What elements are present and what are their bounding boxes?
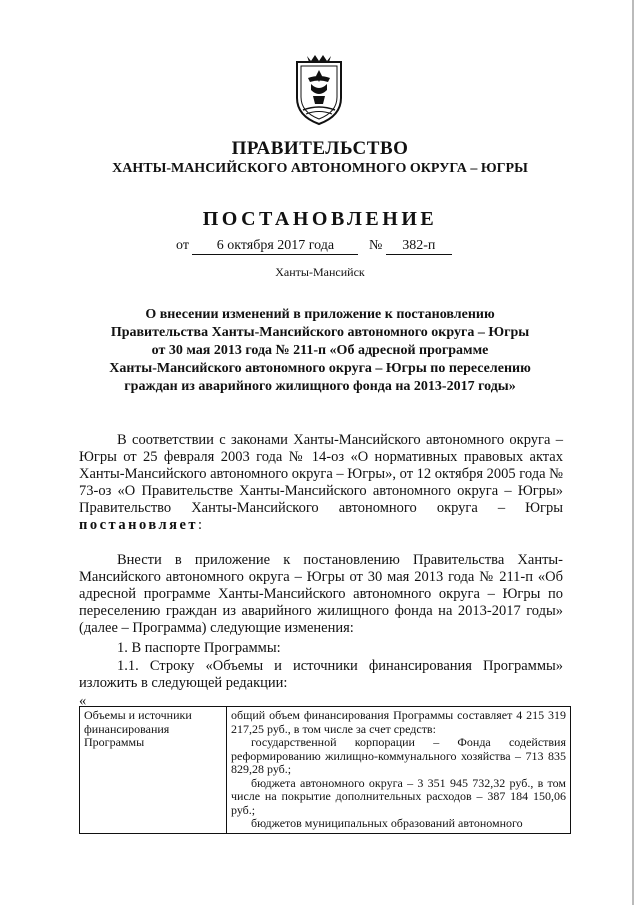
subject-line: от 30 мая 2013 года № 211-п «Об адресной программе: [151, 343, 489, 358]
date-line: [176, 238, 452, 255]
table-value-line: бюджетов муниципальных образований автономного: [251, 816, 523, 830]
government-title: ПРАВИТЕЛЬСТВО: [231, 138, 409, 159]
region-title: ХАНТЫ-МАНСИЙСКОГО АВТОНОМНОГО ОКРУГА – ЮГРЫ: [112, 161, 528, 176]
main-paragraph: [79, 552, 563, 637]
document-city: Ханты-Мансийск: [275, 265, 365, 279]
table-value-line: общий объем финансирования Программы составляет 4 215 319 217,25 руб., в том числе за счет средств:: [231, 708, 566, 736]
table-label-cell: Объемы и источники финансирования Программы: [80, 707, 227, 834]
item-1-1-text: 1.1. Строку «Объемы и источники финансирования Программы» изложить в следующей редакции:: [79, 658, 563, 691]
document-subject: [60, 306, 580, 396]
main-text: Внести в приложение к постановлению Правительства Ханты-Мансийского автономного округа – Югры от 30 мая 2013 года № 211-п «Об адресной программе Ханты-Мансийского автономного округа – Югры по переселению граждан из аварийного жилищного фонда на 2013-2017 годы» (далее – Программа) следующие изменения:: [79, 552, 563, 636]
resolve-colon: :: [198, 517, 203, 533]
item-1: 1. В паспорте Программы:: [117, 640, 281, 656]
page-edge-line: [632, 0, 634, 905]
preamble-text: В соответствии с законами Ханты-Мансийского автономного округа – Югры от 25 февраля 2003 года № 14-оз «О нормативных правовых актах Ханты-Мансийского автономного округа – Югры», от 12 октября 2005 года № 73-оз «О Правительстве Ханты-Мансийского автономного округа – Югры» Правительство Ханты-Мансийского автономного округа – Югры: [79, 432, 563, 516]
opening-quote: «: [79, 693, 87, 709]
document-date: 6 октября 2017 года: [192, 238, 358, 255]
item-1-1: [79, 658, 563, 692]
resolve-word: постановляет: [79, 517, 199, 533]
preamble-paragraph: [79, 432, 563, 534]
table-value-cell: [227, 707, 571, 834]
subject-line: Правительства Ханты-Мансийского автономного округа – Югры: [110, 325, 530, 340]
table-value-line: государственной корпорации – Фонда содействия реформированию жилищно-коммунального хозяйства – 713 835 829,28 руб.;: [231, 735, 566, 776]
coat-of-arms-icon: [293, 52, 345, 126]
subject-line: О внесении изменений в приложение к постановлению: [145, 307, 495, 322]
date-prefix: от: [176, 238, 189, 253]
table-row: [80, 707, 571, 834]
number-prefix: №: [368, 238, 383, 253]
financing-table: [79, 706, 571, 834]
subject-line: Ханты-Мансийского автономного округа – Югры по переселению: [109, 361, 531, 376]
table-value-line: бюджета автономного округа – 3 351 945 732,32 руб., в том числе на покрытие дополнительных расходов – 387 184 150,06 руб.;: [231, 775, 566, 817]
document-type: ПОСТАНОВЛЕНИЕ: [202, 208, 438, 230]
subject-line: граждан из аварийного жилищного фонда на 2013-2017 годы»: [124, 379, 516, 394]
document-number: 382-п: [386, 238, 452, 255]
